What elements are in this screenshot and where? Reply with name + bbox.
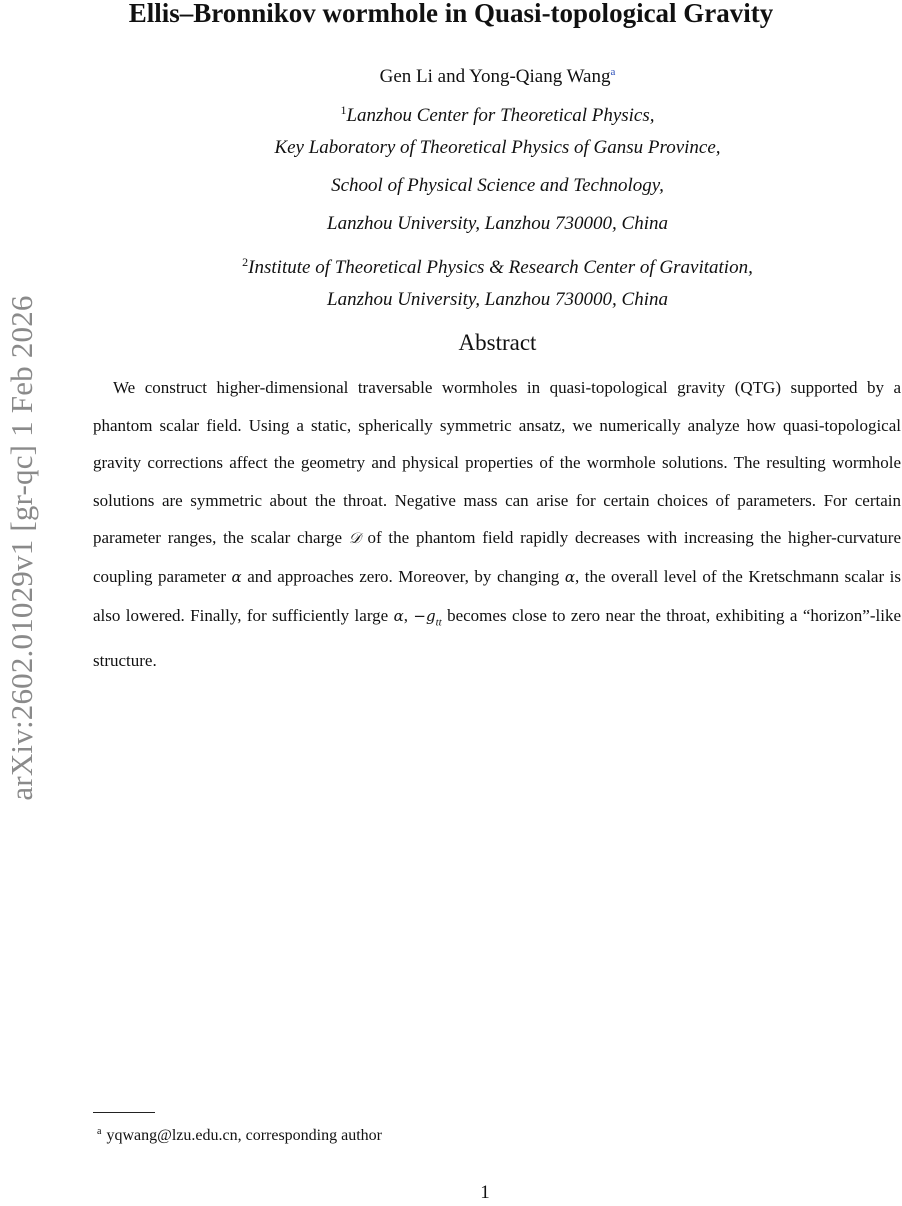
- affiliation-line: [0, 248, 902, 282]
- abstract-heading: Abstract: [458, 330, 537, 355]
- abstract-text-run: , the overall level of the Kretschmann scalar is also lowered. Finally, for sufficiently large: [93, 566, 902, 625]
- abstract-text-run: and approaches zero. Moreover, by changing: [241, 566, 565, 586]
- affiliation-text: Institute of Theoretical Physics & Research Center of Gravitation,: [248, 257, 753, 278]
- abstract-text-run: of the phantom field rapidly decreases with increasing the higher-curvature coupling parameter: [93, 528, 901, 586]
- math-symbol-scalar-charge: 𝒟: [348, 529, 361, 548]
- affiliation-text: Key Laboratory of Theoretical Physics of Gansu Province,: [274, 137, 721, 158]
- affiliation-line: [0, 172, 902, 200]
- affiliation-line: [0, 286, 902, 314]
- page-number: 1: [480, 1182, 490, 1203]
- affiliation-text: School of Physical Science and Technology,: [331, 175, 664, 196]
- author-names: Gen Li and Yong-Qiang Wang: [379, 66, 611, 87]
- abstract-text-run: We construct higher-dimensional traversable wormholes in quasi-topological gravity (QTG) supported by a phantom scalar field. Using a static, spherically symmetric ansatz, we numerically analyze how quasi-topological gravity corrections affect the geometry and physical properties of the wormhole solutions. The resulting wormhole solutions are symmetric about the throat. Negative mass can arise for certain choices of parameters. For certain parameter ranges, the scalar charge: [93, 378, 901, 548]
- affiliation-line: [0, 210, 902, 238]
- footnote-mark: a: [97, 1126, 102, 1137]
- affiliation-mark: 2: [242, 255, 249, 269]
- math-symbol-alpha: α: [231, 567, 242, 586]
- affiliation-line: [0, 134, 902, 162]
- abstract-text-run: ,: [403, 605, 414, 625]
- abstract-text-run: becomes close to zero near the throat, exhibiting a “horizon”-like structure.: [93, 605, 902, 670]
- affiliation-text: Lanzhou Center for Theoretical Physics,: [346, 105, 655, 126]
- footnote-divider: [93, 1112, 155, 1113]
- affiliation-text: Lanzhou University, Lanzhou 730000, China: [327, 289, 668, 310]
- math-symbol-metric-g: −g: [413, 606, 436, 625]
- arxiv-identifier-stamp: arXiv:2602.01029v1 [gr-qc] 1 Feb 2026: [4, 295, 39, 801]
- affiliation-line: [0, 96, 902, 130]
- affiliation-text: Lanzhou University, Lanzhou 730000, China: [327, 213, 668, 234]
- abstract-text: [93, 369, 901, 679]
- footnote-text: yqwang@lzu.edu.cn, corresponding author: [106, 1127, 382, 1144]
- footnote: [97, 1120, 382, 1148]
- paper-title: Ellis–Bronnikov wormhole in Quasi-topological Gravity: [128, 0, 774, 28]
- author-footnote-mark[interactable]: a: [610, 66, 616, 78]
- math-subscript-tt: tt: [435, 615, 442, 628]
- affiliation-mark: 1: [340, 103, 347, 117]
- math-symbol-alpha: α: [393, 606, 404, 625]
- author-list: [0, 58, 902, 91]
- math-symbol-alpha: α: [564, 567, 575, 586]
